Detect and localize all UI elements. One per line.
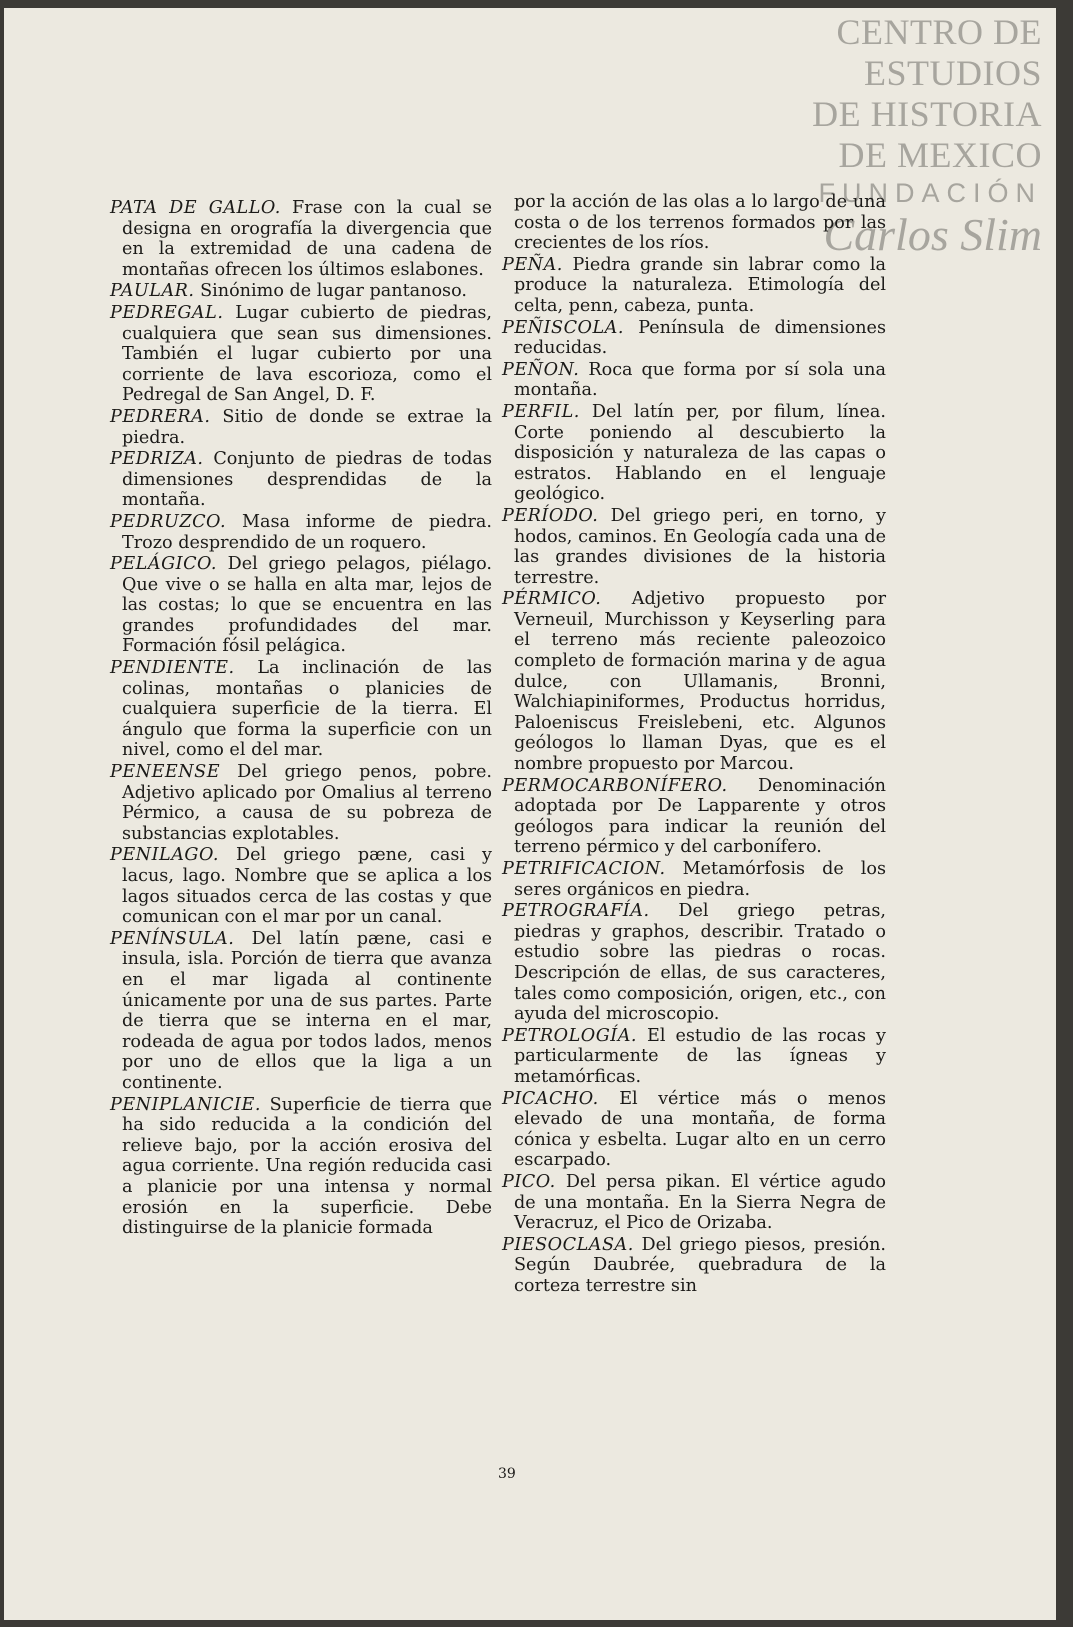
entry-term: PIESOCLASA. <box>502 1234 634 1255</box>
dictionary-entry <box>502 318 886 359</box>
entry-term: PETROLOGÍA. <box>502 1025 637 1046</box>
dictionary-entry <box>110 658 492 761</box>
dictionary-entry <box>110 929 492 1094</box>
entry-definition: Denominación adoptada por De Lapparente y otros geólogos para indicar la reunión del terreno pérmico y del carbonífero. <box>514 775 886 858</box>
dictionary-entry <box>110 512 492 553</box>
entry-term: PELÁGICO. <box>110 554 218 575</box>
entry-definition: Lugar cubierto de piedras, cualquiera que sean sus dimensiones. También el lugar cubierto por una corriente de lava escorioza, como el Pedregal de San Angel, D. F. <box>122 302 492 406</box>
watermark-line: ESTUDIOS <box>863 53 1042 94</box>
entry-definition: Del persa pikan. El vértice agudo de una montaña. En la Sierra Negra de Veracruz, el Pico de Orizaba. <box>514 1171 886 1234</box>
entry-definition: Sitio de donde se extrae la piedra. <box>122 406 492 448</box>
entry-definition: Frase con la cual se designa en orografía la divergencia que en la extremidad de una cadena de montañas ofrecen los últimos eslabones. <box>122 198 492 280</box>
dictionary-entry <box>502 1089 886 1171</box>
entry-definition: Masa informe de piedra. Trozo desprendido de un roquero. <box>122 511 492 553</box>
dictionary-entry <box>502 1235 886 1297</box>
entry-term: PAULAR. <box>110 281 195 302</box>
entry-term: PEDRIZA. <box>110 449 204 470</box>
entry-definition: Del griego piesos, presión. Según Daubrée, quebradura de la corteza terrestre sin <box>514 1234 886 1296</box>
entry-definition: El vértice más o menos elevado de una montaña, de forma cónica y esbelta. Lugar alto en un cerro escarpado. <box>514 1088 886 1171</box>
dictionary-entry <box>110 1095 492 1239</box>
dictionary-entry <box>502 402 886 505</box>
continuation-text: por la acción de las olas a lo largo de una costa o de los terrenos formados por las crecientes de los ríos. <box>514 192 886 254</box>
entry-term: PENEENSE <box>110 762 221 783</box>
entry-definition: Del griego penos, pobre. Adjetivo aplicado por Omalius al terreno Pérmico, a causa de su pobreza de substancias explotables. <box>122 762 492 844</box>
entry-term: PICACHO. <box>502 1088 599 1109</box>
entry-definition: Adjetivo propuesto por Verneuil, Murchisson y Keyserling para el terreno más reciente paleozoico completo de formación marina y de agua dulce, con Ullamanis, Bronni, Walchiapiniformes, Productus horridus, Paloeniscus Freislebeni, etc. Algunos geólogos lo llaman Dyas, que es el nombre propuesto por Marcou. <box>514 589 886 775</box>
entry-term: PENIPLANICIE. <box>110 1094 261 1115</box>
entry-definition: Metamórfosis de los seres orgánicos en piedra. <box>514 859 886 900</box>
entry-definition: Piedra grande sin labrar como la produce la naturaleza. Etimología del celta, penn, cabeza, punta. <box>514 254 886 316</box>
dictionary-entry <box>110 845 492 927</box>
watermark-line: DE MEXICO <box>838 135 1042 176</box>
entry-definition: Del griego pelagos, piélago. Que vive o se halla en alta mar, lejos de las costas; lo que se encuentra en las grandes profundidades del mar. Formación fósil pelágica. <box>122 554 492 657</box>
dictionary-entry <box>502 589 886 774</box>
left-column <box>110 198 492 1240</box>
entry-definition: Sinónimo de lugar pantanoso. <box>194 281 467 302</box>
entry-definition: Del griego peri, en torno, y hodos, caminos. En Geología cada una de las grandes divisiones de la historia terrestre. <box>514 505 886 588</box>
entry-definition: Del griego petras, piedras y graphos, describir. Tratado o estudio sobre las piedras o rocas. Descripción de ellas, de sus caracteres, tales como composición, origen, etc., con ayuda del microscopio. <box>514 901 886 1025</box>
entry-definition: Roca que forma por sí sola una montaña. <box>514 359 886 401</box>
entry-definition: Península de dimensiones reducidas. <box>514 317 886 359</box>
entry-term: PEDRERA. <box>110 406 211 427</box>
dictionary-entry <box>502 506 886 588</box>
watermark-line: DE HISTORIA <box>812 94 1042 135</box>
dictionary-entry <box>502 360 886 401</box>
entry-definition: El estudio de las rocas y particularmente de las ígneas y metamórficas. <box>514 1025 886 1087</box>
dictionary-entry <box>110 281 492 302</box>
entry-term: PATA DE GALLO. <box>110 198 281 218</box>
page-number: 39 <box>498 1466 516 1482</box>
entry-term: PEÑON. <box>502 359 580 380</box>
dictionary-entry <box>110 554 492 657</box>
entry-term: PERFIL. <box>502 401 580 422</box>
dictionary-entry <box>502 1172 886 1234</box>
dictionary-entry <box>110 303 492 406</box>
dictionary-entry <box>110 198 492 280</box>
entry-term: PEDRUZCO. <box>110 511 227 532</box>
right-column <box>502 192 886 1297</box>
entry-definition: Del griego pæne, casi y lacus, lago. Nombre que se aplica a los lagos situados cerca de las costas y que comunican con el mar por un canal. <box>122 845 492 928</box>
dictionary-entry <box>110 762 492 844</box>
dictionary-entry <box>502 776 886 858</box>
entry-term: PEDREGAL. <box>110 302 224 323</box>
dictionary-entry <box>502 1026 886 1088</box>
watermark-line: CENTRO DE <box>836 12 1042 52</box>
entry-term: PEÑISCOLA. <box>502 317 624 338</box>
dictionary-entry <box>502 901 886 1025</box>
entry-term: PERÍODO. <box>502 505 599 526</box>
dictionary-entry <box>502 255 886 317</box>
entry-term: PENDIENTE. <box>110 658 235 679</box>
entry-term: PICO. <box>502 1171 556 1192</box>
dictionary-entry <box>110 449 492 511</box>
entry-term: PERMOCARBONÍFERO. <box>502 775 728 796</box>
dictionary-entry <box>110 407 492 448</box>
entry-term: PÉRMICO. <box>502 589 602 610</box>
entry-term: PETROGRAFÍA. <box>502 901 650 922</box>
entry-term: PENILAGO. <box>110 845 219 866</box>
entry-definition: Del latín per, por filum, línea. Corte poniendo al descubierto la disposición y naturaleza de las capas o estratos. Hablando en el lenguaje geológico. <box>514 401 886 505</box>
book-page <box>4 8 1056 1620</box>
entry-definition: La inclinación de las colinas, montañas o planicies de cualquiera superficie de la tierra. El ángulo que forma la superficie con un nivel, como el del mar. <box>122 658 492 761</box>
dictionary-entry <box>502 859 886 900</box>
entry-term: PENÍNSULA. <box>110 928 235 949</box>
entry-definition: Del latín pæne, casi e insula, isla. Porción de tierra que avanza en el mar ligada al continente únicamente por una de sus partes. Parte de tierra que se interna en el mar, rodeada de agua por todos lados, menos por uno de ellos que la liga a un continente. <box>122 928 492 1093</box>
watermark-signature: Carlos Slim <box>823 208 1042 260</box>
watermark-foundation: FUNDACIÓN <box>818 178 1042 209</box>
entry-definition: Conjunto de piedras de todas dimensiones desprendidas de la montaña. <box>122 449 492 511</box>
entry-term: PETRIFICACION. <box>502 859 666 879</box>
entry-definition: Superficie de tierra que ha sido reducida a la condición del relieve bajo, por la acción erosiva del agua corriente. Una región reducida casi a planicie por una intensa y normal erosión en la superficie. Debe distinguirse de la planicie formada <box>122 1094 492 1239</box>
entry-term: PEÑA. <box>502 254 563 275</box>
